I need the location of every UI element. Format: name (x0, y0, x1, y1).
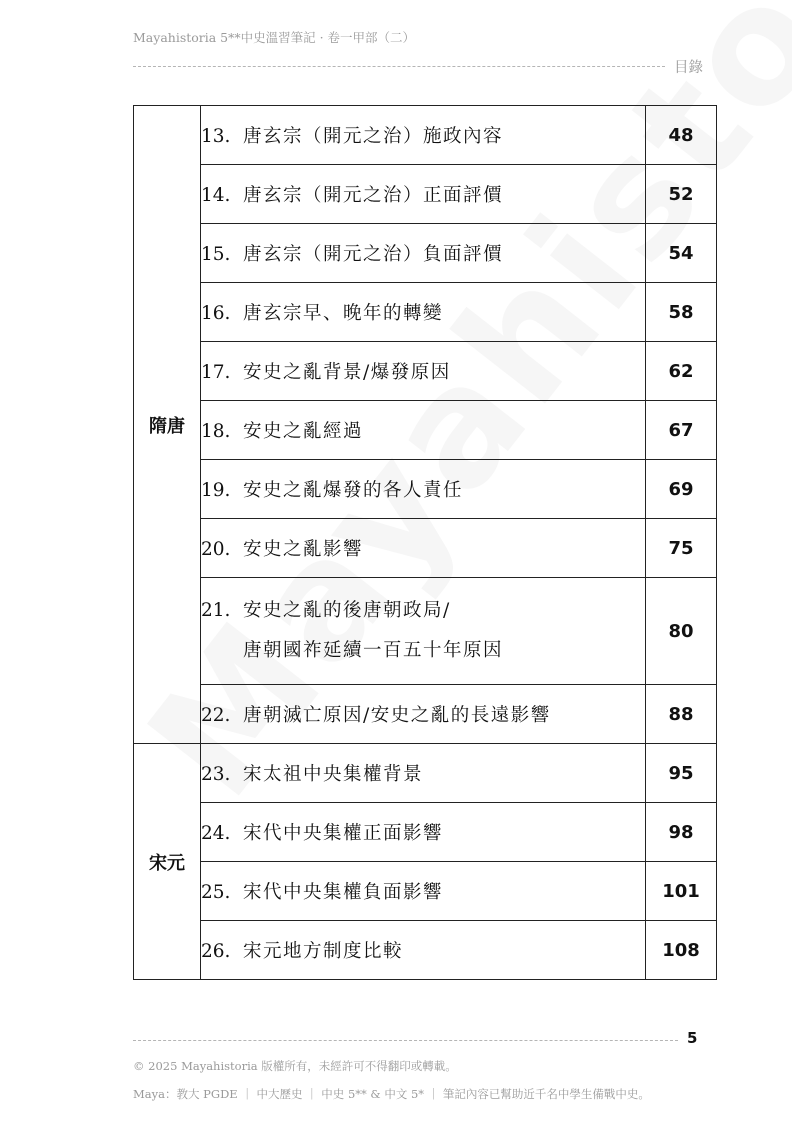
copyright-notice: © 2025 Mayahistoria 版權所有，未經許可不得翻印或轉載。 (133, 1059, 457, 1073)
entry-title-line (201, 535, 645, 561)
entry-title-line (201, 937, 645, 963)
toc-entry[interactable] (201, 283, 646, 342)
toc-row[interactable] (134, 342, 717, 401)
toc-body (134, 106, 717, 980)
entry-title: 宋代中央集權正面影響 (243, 823, 444, 844)
entry-title-line (201, 417, 645, 443)
toc-row[interactable] (134, 460, 717, 519)
entry-title-line (201, 358, 645, 384)
entry-title-line (201, 591, 645, 631)
author-credits: Maya：教大 PGDE ｜ 中大歷史 ｜ 中史 5** & 中文 5* ｜ 筆記內容已幫助近千名中學生備戰中史。 (133, 1087, 650, 1101)
entry-number: 19. (201, 480, 231, 501)
page-ref: 58 (646, 283, 717, 342)
entry-title-line (201, 878, 645, 904)
toc-row[interactable] (134, 165, 717, 224)
entry-number: 22. (201, 705, 231, 726)
page-ref: 101 (646, 862, 717, 921)
entry-title: 唐玄宗（開元之治）負面評價 (243, 244, 504, 265)
entry-title: 宋元地方制度比較 (243, 941, 404, 962)
entry-number: 15. (201, 244, 231, 265)
toc-entry[interactable] (201, 578, 646, 685)
toc-row[interactable] (134, 803, 717, 862)
toc-row[interactable] (134, 401, 717, 460)
page-ref: 69 (646, 460, 717, 519)
entry-number: 26. (201, 941, 231, 962)
entry-title: 唐朝國祚延續一百五十年原因 (243, 640, 504, 661)
period-label: 隋唐 (134, 106, 201, 744)
period-label: 宋元 (134, 744, 201, 980)
footer-divider (133, 1040, 678, 1041)
header-divider (133, 66, 665, 67)
page-ref: 108 (646, 921, 717, 980)
toc-entry[interactable] (201, 862, 646, 921)
entry-title: 安史之亂的後唐朝政局/ (243, 600, 451, 621)
toc-row[interactable] (134, 921, 717, 980)
entry-number: 14. (201, 185, 231, 206)
toc-row[interactable] (134, 283, 717, 342)
entry-title: 宋太祖中央集權背景 (243, 764, 424, 785)
page-ref: 48 (646, 106, 717, 165)
entry-number: 24. (201, 823, 231, 844)
page-ref: 80 (646, 578, 717, 685)
toc-entry[interactable] (201, 519, 646, 578)
toc-entry[interactable] (201, 744, 646, 803)
toc-table (133, 105, 717, 980)
header-section-label: 目錄 (674, 60, 703, 76)
entry-title: 唐玄宗早、晚年的轉變 (243, 303, 444, 324)
page-ref: 98 (646, 803, 717, 862)
entry-title-line (201, 122, 645, 148)
toc-entry[interactable] (201, 803, 646, 862)
entry-number: 25. (201, 882, 231, 903)
page-ref: 62 (646, 342, 717, 401)
page-ref: 75 (646, 519, 717, 578)
entry-number: 20. (201, 539, 231, 560)
toc-entry[interactable] (201, 460, 646, 519)
toc-entry[interactable] (201, 342, 646, 401)
toc-row[interactable] (134, 744, 717, 803)
entry-number: 23. (201, 764, 231, 785)
page-ref: 52 (646, 165, 717, 224)
toc-entry[interactable] (201, 106, 646, 165)
page-number: 5 (687, 1029, 698, 1047)
toc-row[interactable] (134, 578, 717, 685)
entry-title-line (201, 631, 645, 671)
entry-title-line (201, 819, 645, 845)
entry-title-line (201, 476, 645, 502)
entry-title: 唐玄宗（開元之治）施政內容 (243, 126, 504, 147)
page-ref: 67 (646, 401, 717, 460)
entry-title: 安史之亂影響 (243, 539, 364, 560)
toc-row[interactable] (134, 519, 717, 578)
page-ref: 95 (646, 744, 717, 803)
entry-title-line (201, 299, 645, 325)
page-ref: 54 (646, 224, 717, 283)
entry-title: 安史之亂背景/爆發原因 (243, 362, 451, 383)
entry-number: 18. (201, 421, 231, 442)
entry-title: 唐朝滅亡原因/安史之亂的長遠影響 (243, 705, 551, 726)
entry-title: 安史之亂爆發的各人責任 (243, 480, 464, 501)
entry-title-line (201, 181, 645, 207)
toc-entry[interactable] (201, 224, 646, 283)
toc-entry[interactable] (201, 165, 646, 224)
entry-number: 16. (201, 303, 231, 324)
toc-row[interactable] (134, 224, 717, 283)
toc-entry[interactable] (201, 685, 646, 744)
toc-entry[interactable] (201, 921, 646, 980)
page-ref: 88 (646, 685, 717, 744)
toc-entry[interactable] (201, 401, 646, 460)
entry-title-line (201, 240, 645, 266)
header-title: Mayahistoria 5**中史溫習筆記 · 卷一甲部（二） (133, 30, 416, 45)
toc-row[interactable] (134, 862, 717, 921)
entry-number: 17. (201, 362, 231, 383)
entry-number: 21. (201, 600, 231, 621)
entry-title: 唐玄宗（開元之治）正面評價 (243, 185, 504, 206)
entry-title: 宋代中央集權負面影響 (243, 882, 444, 903)
entry-title: 安史之亂經過 (243, 421, 364, 442)
entry-number: 13. (201, 126, 231, 147)
toc-row[interactable] (134, 685, 717, 744)
entry-title-line (201, 760, 645, 786)
toc-row[interactable] (134, 106, 717, 165)
entry-title-line (201, 701, 645, 727)
